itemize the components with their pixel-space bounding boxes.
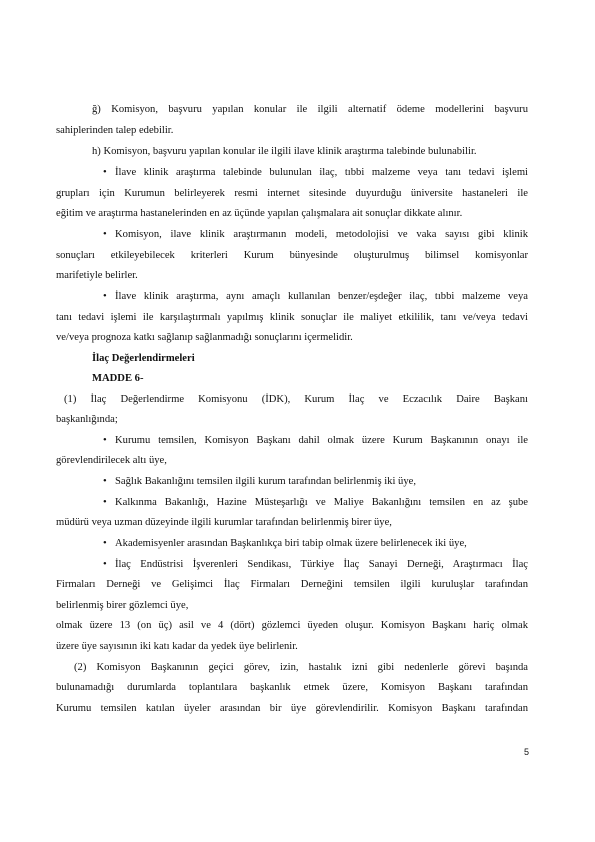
bullet-icon: • (103, 476, 107, 487)
member-item-2 (103, 475, 528, 489)
paragraph-g-line-2: sahiplerinden talep edebilir. (56, 125, 174, 136)
bullet-item-2-line-3: marifetiyle belirler. (56, 270, 138, 281)
member-item-5-text: İlaç Endüstrisi İşverenleri Sendikası, Türkiye İlaç Sanayi Derneği, Araştırmacı İlaç (115, 559, 528, 570)
bullet-item-1-line-3: eğitim ve araştırma hastanelerinden en az üçünde yapılan çalışmalara ait sonuçlar dikkate alınır. (56, 208, 463, 219)
paragraph-2-line-2: bulunamadığı durumlarda toplantılara başkanlık etmek üzere, Komisyon Başkanı tarafından (56, 682, 528, 693)
bullet-item-2-line-2: sonuçları etkileyebilecek kriterleri Kurum bünyesinde oluşturulmuş bilimsel komisyonlar (56, 250, 528, 261)
bullet-item-3-text: İlave klinik araştırma, aynı amaçlı kullanılan benzer/eşdeğer ilaç, tıbbi malzeme veya (115, 291, 528, 302)
member-item-5-line-3: belirlenmiş birer gözlemci üye, (56, 600, 189, 611)
paragraph-h: h) Komisyon, başvuru yapılan konular ile ilgili ilave klinik araştırma talebinde bulunabilir. (92, 146, 477, 157)
member-item-5-line-2: Firmaları Derneği ve Gelişimci İlaç Firmaları Derneğini temsilen ilgili kuruluşlar tarafından (56, 579, 528, 590)
paragraph-1-line-2: başkanlığında; (56, 414, 118, 425)
member-item-1-text: Kurumu temsilen, Komisyon Başkanı dahil olmak üzere Kurum Başkanının onayı ile (115, 435, 528, 446)
bullet-item-3-line-2: tanı tedavi işlemi ile karşılaştırmalı yapılmış klinik sonuçlar ile maliyet etkililik, tanı ve/veya tedavi (56, 312, 528, 323)
paragraph-2-line-1: (2) Komisyon Başkanının geçici görev, izin, hastalık izni gibi nedenlerle görevi başında (74, 662, 528, 673)
paragraph-g-line-1: ğ) Komisyon, başvuru yapılan konular ile ilgili alternatif ödeme modellerini başvuru (92, 104, 528, 115)
member-item-2-text: Sağlık Bakanlığını temsilen ilgili kurum tarafından belirlenmiş iki üye, (115, 476, 416, 487)
bullet-icon: • (103, 229, 107, 240)
bullet-item-2-text: Komisyon, ilave klinik araştırmanın modeli, metodolojisi ve vaka sayısı gibi klinik (115, 229, 528, 240)
paragraph-2-line-3: Kurumu temsilen katılan üyeler arasından bir üye görevlendirilir. Komisyon Başkanı tarafından (56, 703, 528, 714)
bullet-icon: • (103, 559, 107, 570)
member-item-3-line-1 (103, 496, 528, 510)
paragraph-1-line-1: (1) İlaç Değerlendirme Komisyonu (İDK), Kurum İlaç ve Eczacılık Daire Başkanı (64, 394, 528, 405)
member-item-1-line-2: görevlendirilecek altı üye, (56, 455, 167, 466)
member-item-4 (103, 537, 528, 551)
closing-line-1: olmak üzere 13 (on üç) asil ve 4 (dört) gözlemci üyeden oluşur. Komisyon Başkanı hariç olmak (56, 620, 528, 631)
bullet-item-3-line-1 (103, 290, 528, 304)
bullet-icon: • (103, 497, 107, 508)
member-item-3-text: Kalkınma Bakanlığı, Hazine Müsteşarlığı ve Maliye Bakanlığını temsilen en az şube (115, 497, 528, 508)
bullet-icon: • (103, 538, 107, 549)
bullet-item-2-line-1 (103, 228, 528, 242)
section-heading: İlaç Değerlendirmeleri (92, 353, 195, 364)
bullet-item-1-line-2: grupları için Kurumun belirleyerek resmi internet sitesinde duyurduğu üniversite hastaneleri ile (56, 188, 528, 199)
bullet-icon: • (103, 435, 107, 446)
bullet-item-1-line-1 (103, 166, 528, 180)
bullet-icon: • (103, 291, 107, 302)
closing-line-2: üzere üye sayısının iki katı kadar da yedek üye belirlenir. (56, 641, 298, 652)
page-number: 5 (523, 747, 529, 757)
member-item-1-line-1 (103, 434, 528, 448)
bullet-item-3-line-3: ve/veya prognoza katkı sağlanıp sağlanmadığı sonuçlarını içermelidir. (56, 332, 353, 343)
member-item-3-line-2: müdürü veya uzman düzeyinde ilgili kurumlar tarafından belirlenmiş birer üye, (56, 517, 392, 528)
article-heading: MADDE 6- (92, 373, 144, 384)
bullet-icon: • (103, 167, 107, 178)
member-item-5-line-1 (103, 558, 528, 572)
bullet-item-1-text: İlave klinik araştırma talebinde bulunulan ilaç, tıbbi malzeme veya tanı tedavi işlemi (115, 167, 528, 178)
member-item-4-text: Akademisyenler arasından Başkanlıkça biri tabip olmak üzere belirlenecek iki üye, (115, 538, 467, 549)
